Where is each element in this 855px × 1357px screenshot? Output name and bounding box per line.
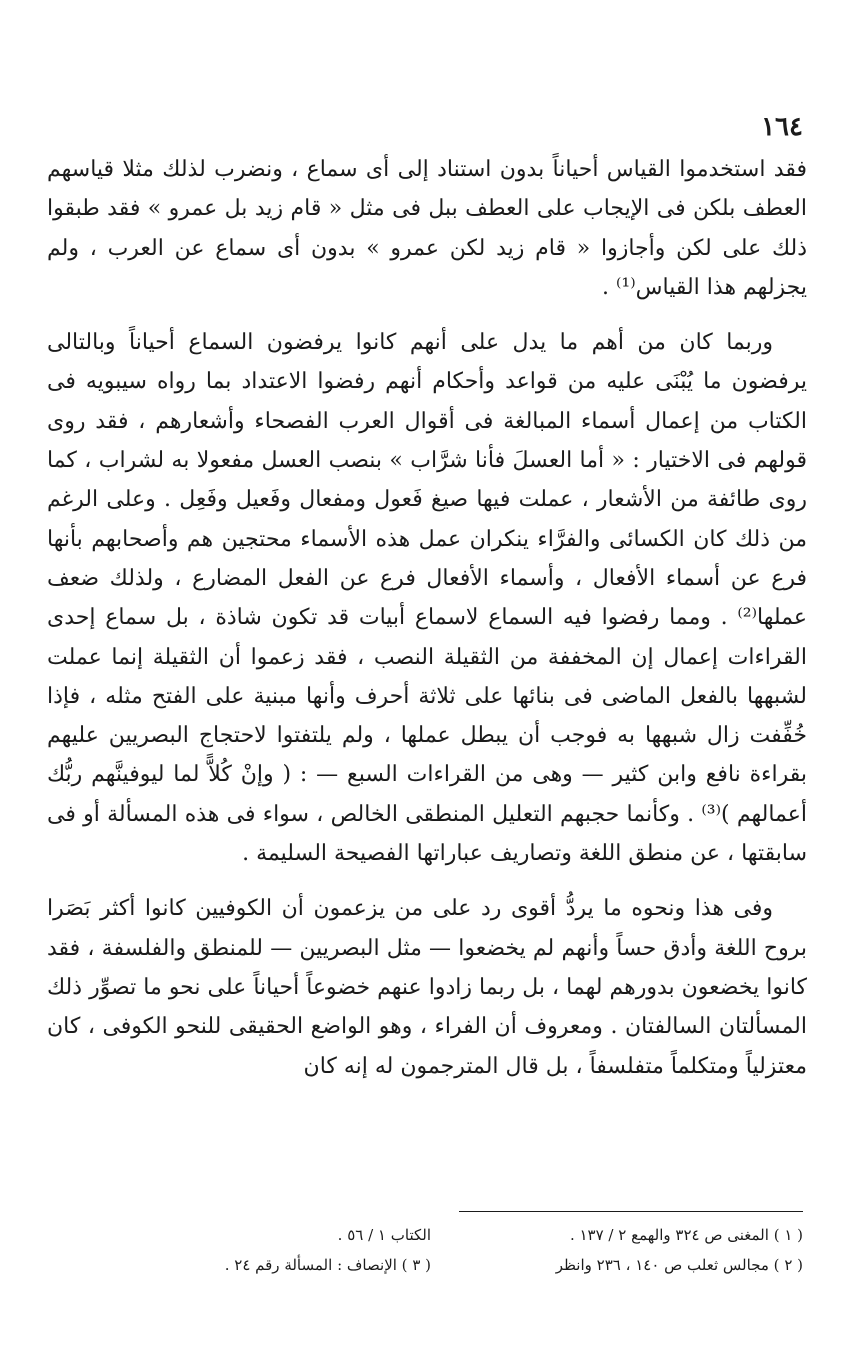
footnotes-right-column [473, 1220, 803, 1280]
footnote-2: ( ٢ ) مجالس ثعلب ص ١٤٠ ، ٢٣٦ وانظر [555, 1256, 803, 1274]
body-text [47, 150, 807, 1086]
page-number: ١٦٤ [761, 112, 803, 142]
paragraph: فقد استخدموا القياس أحياناً بدون استناد إلى أى سماع ، ونضرب لذلك مثلا قياسهم العطف بلكن فى الإيجاب على العطف ببل فى مثل « قام زيد بل عمرو » فقد طبقوا ذلك على لكن وأجازوا « قام زيد لكن عمرو » بدون أى سماع عن العرب ، ولم يجزلهم هذا القياس⁽¹⁾ . [47, 157, 807, 300]
footnote-divider [459, 1211, 803, 1212]
footnotes-left-column [91, 1220, 431, 1280]
paragraph: وربما كان من أهم ما يدل على أنهم كانوا يرفضون السماع أحياناً وبالتالى يرفضون ما يُبْنَى عليه من قواعد وأحكام أنهم رفضوا الاعتداد بما رواه سيبويه فى الكتاب من إعمال أسماء المبالغة فى أقوال العرب الفصحاء وأشعارهم ، فقد روى قولهم فى الاختيار : « أما العسلَ فأنا شرَّاب » بنصب العسل مفعولا به لشراب ، كما روى طائفة من الأشعار ، عملت فيها صيغ فَعول ومفعال وفَعيل وفَعِل . وعلى الرغم من ذلك كان الكسائى والفرَّاء ينكران عمل هذه الأسماء محتجين هم وأصحابهم بأنها فرع عن أسماء الأفعال ، وأسماء الأفعال فرع عن الفعل المضارع ، ولذلك ضعف عملها⁽²⁾ . ومما رفضوا فيه السماع لاسماع أبيات قد تكون شاذة ، بل سماع إحدى القراءات إعمال إن المخففة من الثقيلة النصب ، فقد زعموا أن الثقيلة إنما عملت لشبهها بالفعل الماضى فى بنائها على ثلاثة أحرف وأنها مبنية على الفتح مثله ، فإذا خُفِّفت زال شبهها به فوجب أن يبطل عملها ، ولم يلتفتوا لاحتجاج البصريين عليهم بقراءة نافع وابن كثير — وهى من القراءات السبع — : ( وإنْ كُلاًّ لما ليوفينَّهم ربُّك أعمالهم )⁽³⁾ . وكأنما حجبهم التعليل المنطقى الخالص ، سواء فى هذه المسألة أو فى سابقتها ، عن منطق اللغة وتصاريف عباراتها الفصيحة السليمة . [47, 330, 807, 867]
footnote-2-continuation: الكتاب ١ / ٥٦ . [337, 1226, 431, 1244]
footnote-3: ( ٣ ) الإنصاف : المسألة رقم ٢٤ . [224, 1256, 431, 1274]
footnote-1: ( ١ ) المغنى ص ٣٢٤ والهمع ٢ / ١٣٧ . [569, 1226, 803, 1244]
paragraph: وفى هذا ونحوه ما يردُّ أقوى رد على من يزعمون أن الكوفيين كانوا أكثر بَصَرا بروح اللغة وأدق حساً وأنهم لم يخضعوا — مثل البصريين — للمنطق والفلسفة ، فقد كانوا يخضعون بدورهم لهما ، بل ربما زادوا عنهم خضوعاً أحياناً على نحو ما تصوِّر ذلك المسألتان السالفتان . ومعروف أن الفراء ، وهو الواضع الحقيقى للنحو الكوفى ، كان معتزلياً ومتكلماً متفلسفاً ، بل قال المترجمون له إنه كان [47, 896, 807, 1079]
